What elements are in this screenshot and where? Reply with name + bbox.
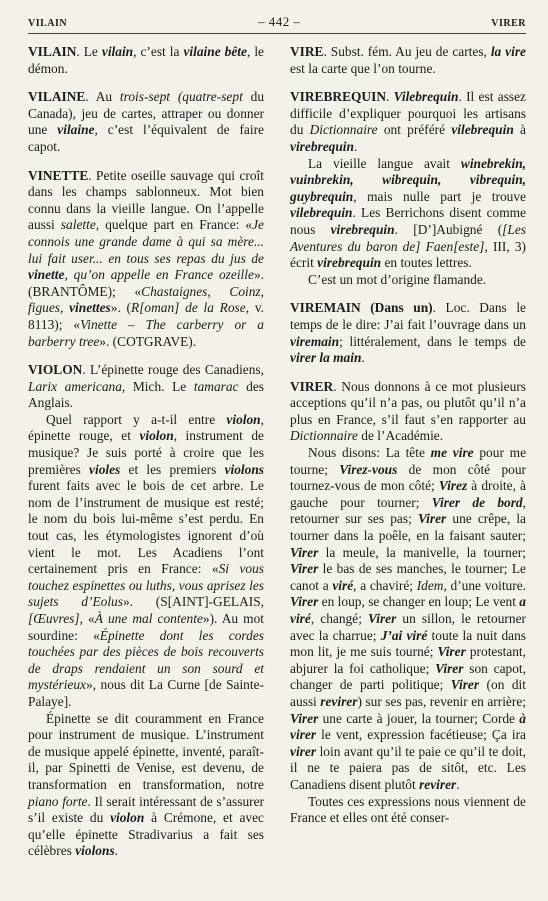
entry-text: ». (S[AINT]-GELAIS, <box>122 594 264 610</box>
emphasis: Virer <box>417 511 447 527</box>
italic-text: salette <box>60 217 96 233</box>
entry-text: toute la nuit dans mon lit, je me suis tourné; <box>290 627 526 660</box>
entry-text: une carte à jouer, la tourner; Corde <box>318 710 520 726</box>
entry-paragraph <box>290 156 526 272</box>
emphasis: vilaine <box>57 122 95 138</box>
entry-virer <box>290 379 526 827</box>
left-column <box>28 44 264 872</box>
entry-text: pour me tourne; <box>290 445 527 477</box>
header-right-guideword: VIRER <box>491 18 526 29</box>
headword: VILAIN <box>28 44 77 59</box>
entry-text: (on dit aussi <box>290 677 526 709</box>
entry-text: , mais nulle part je trouve <box>353 188 526 204</box>
emphasis: violon <box>139 428 174 444</box>
emphasis: winebrekin, vuinbrekin, wibrequin, vibrequin, guybrequin <box>290 155 526 204</box>
headword: VINETTE <box>28 167 89 183</box>
entry-paragraph <box>290 300 526 366</box>
entry-paragraph: C’est un mot d’origine flamande. <box>308 271 487 287</box>
emphasis: vilaine bête <box>183 44 247 59</box>
emphasis: virebrequin <box>317 255 382 271</box>
entry-text: , v. 8113); « <box>28 300 264 332</box>
entry-text: et les premiers <box>120 461 225 477</box>
header-left-guideword: VILAIN <box>28 18 68 29</box>
italic-text: Dictionnaire <box>290 428 358 444</box>
italic-text: Dictionnaire <box>309 122 378 138</box>
entry-paragraph <box>28 89 264 155</box>
italic-text: [Les Aventures du baron de] Faen[este] <box>290 221 526 254</box>
italic-text: R[oman] de la Rose <box>131 300 246 316</box>
entry-text: , quelque part en France: « <box>95 217 253 233</box>
headword: VIOLON <box>28 362 83 378</box>
entry-text: »). Au mot sourdine: « <box>28 611 265 643</box>
quotation: Chastaignes, Coinz, figues, <box>28 283 264 316</box>
right-column <box>290 44 526 872</box>
entry-text: Épinette se dit couramment en France pour instrument de musique. L’instrument de musique appelé épinette, inventé, paraît-il, par Spinetti de Venise, est devenu, de transformation en transformation, notre <box>28 710 264 792</box>
entry-text: . Il est assez difficile d’expliquer pourquoi les artisans du <box>290 89 526 138</box>
entry-paragraph <box>28 44 264 77</box>
emphasis: Virer <box>437 644 466 660</box>
entry-text: . Loc. Dans le temps de le dire: J’ai fait l’ouvrage dans un <box>290 300 526 332</box>
entry-text: , retourner sur ses pas; <box>290 494 526 527</box>
italic-text: [Œuvres] <box>28 611 80 626</box>
entry-text: , « <box>79 611 95 626</box>
entry-text: ont préféré <box>377 122 452 138</box>
emphasis: Virer de bord <box>431 494 523 510</box>
entry-text: de mon côté pour tournez-vous de mon côté; <box>290 461 526 494</box>
entry-text: le vent, expression facétieuse; Ça ira <box>316 727 526 743</box>
entry-paragraph <box>290 44 526 77</box>
entry-text: de l’Académie. <box>357 428 444 444</box>
entry-text: , d’une voiture. <box>443 577 526 593</box>
emphasis: Virer <box>290 710 319 726</box>
page-number: – 442 – <box>257 14 301 29</box>
emphasis: vilain <box>101 44 134 59</box>
quotation: , qu’on appelle en France ozeille <box>64 267 254 283</box>
entry-text: en toutes lettres. <box>381 255 472 271</box>
entry-text: est la carte que l’on tourne. <box>290 60 436 76</box>
entry-text: la meule, la manivelle, la tourner; <box>318 544 526 560</box>
entry-text: Quel rapport y a-t-il entre <box>46 411 227 427</box>
quotation: Vinette – The carberry or a barberry tree <box>28 316 264 349</box>
entry-text: à <box>513 122 526 138</box>
emphasis: vinette <box>28 267 65 283</box>
entry-text: furent faits avec le bois de cet arbre. Le nom de l’instrument de musique est resté; le nom du bois lui-même s’est perdu. En tout cas, les étymologistes ignorent d’où vient le mot. Les Acadiens l’ont certainement pris en France: « <box>28 478 264 577</box>
entry-text: . <box>353 138 358 154</box>
entry-text: ». (COTGRAVE). <box>99 333 197 349</box>
entry-vilaine <box>28 89 264 155</box>
italic-text: Idem <box>416 577 444 593</box>
entry-text: . Le <box>76 44 102 59</box>
entry-paragraph <box>28 412 264 711</box>
emphasis: Vilebrequin <box>393 89 459 105</box>
emphasis: vinettes <box>69 300 111 316</box>
emphasis: revirer <box>320 693 358 709</box>
entry-paragraph: Toutes ces expressions nous viennent de France et elles ont été conser- <box>290 793 526 826</box>
emphasis: Virer <box>290 594 319 610</box>
emphasis: viré <box>332 577 354 593</box>
entry-vinette <box>28 168 264 351</box>
emphasis: violon <box>226 411 261 427</box>
entry-text: ». (BRANTÔME); « <box>28 267 264 299</box>
entry-text: ». ( <box>110 300 132 316</box>
headword: VILAINE <box>28 89 86 105</box>
entry-text: . [D’]Aubigné ( <box>394 221 503 237</box>
entry-paragraph <box>290 89 526 155</box>
emphasis: revirer <box>419 776 457 792</box>
italic-text: piano forte <box>28 793 88 809</box>
emphasis: violes <box>89 461 121 477</box>
entry-text: . Les Berrichons disent comme nous <box>290 205 526 237</box>
emphasis: Virer <box>435 660 464 676</box>
emphasis: virer <box>290 743 317 759</box>
emphasis: vilebrequin <box>290 205 353 221</box>
entry-text: . Au <box>85 89 120 105</box>
entry-virebrequin <box>290 89 526 288</box>
entry-text: , le démon. <box>28 44 264 76</box>
entry-text: loin avant qu’il te paie ce qu’il te doit, il ne te paiera pas de sitôt, etc. Les Canadiens disent plutôt <box>290 743 526 792</box>
entry-text: , instrument de musique? Je suis porté à croire que les premières <box>28 428 264 477</box>
emphasis: virer la main <box>290 350 362 366</box>
entry-text: . Subst. fém. Au jeu de cartes, <box>323 44 491 59</box>
entry-paragraph <box>290 379 526 445</box>
emphasis: violons <box>224 461 265 477</box>
headword: VIRE <box>290 44 324 59</box>
entry-paragraph <box>28 711 264 860</box>
emphasis: Virer <box>290 544 319 560</box>
entry-text: . Il serait intéressant de s’assurer s’il existe du <box>28 793 265 826</box>
emphasis: Virer <box>450 677 480 693</box>
emphasis: à virer <box>290 710 526 743</box>
entry-text: une crêpe, la tourner dans la poêle, en la faisant sauter; <box>290 511 526 544</box>
entry-violon <box>28 362 264 860</box>
entry-text: . <box>456 776 460 792</box>
emphasis: violon <box>110 810 145 826</box>
running-header <box>28 14 526 34</box>
entry-paragraph <box>290 445 526 793</box>
entry-text: un sillon, le retourner avec la charrue; <box>290 611 526 643</box>
emphasis: me vire <box>430 445 474 461</box>
entry-paragraph <box>28 362 264 412</box>
entry-text: , changé; <box>310 611 369 626</box>
entry-text: Nous disons: La tête <box>308 445 431 461</box>
entry-text: des Anglais. <box>28 378 264 411</box>
entry-text: le bas de ses manches, le tourner; Le canot a <box>290 561 526 593</box>
emphasis: Virez-vous <box>339 461 398 477</box>
headword: VIRER <box>290 378 334 394</box>
entry-text: La vieille langue avait <box>308 155 461 171</box>
entry-text: . Petite oseille sauvage qui croît dans les champs sablonneux. Mot bien connu dans la vieille langue. On l’appelle aussi <box>28 167 264 233</box>
entry-text: . <box>385 89 394 105</box>
entry-text: en loup, se changer en loup; Le vent <box>318 594 520 610</box>
emphasis: vilebrequin <box>451 122 514 138</box>
entry-text: son capot, changer de parti politique; <box>290 660 526 693</box>
entry-text: , a chaviré; <box>353 577 417 593</box>
two-column-body <box>28 44 526 872</box>
entry-vilain <box>28 44 264 77</box>
entry-text: , c’est l’équivalent de faire capot. <box>28 122 264 154</box>
entry-text: à Crémone, et avec qu’elle épinette Stradivarius a fait ses célèbres <box>28 810 264 859</box>
headword: VIREMAIN (Dans un) <box>290 300 433 316</box>
italic-text: Larix americana <box>28 378 122 394</box>
headword: VIREBREQUIN <box>290 89 386 105</box>
entry-text: , épinette rouge, et <box>28 411 264 444</box>
emphasis: violons <box>75 843 115 859</box>
emphasis: Virez <box>438 478 468 494</box>
entry-text: , Mich. Le <box>121 378 194 394</box>
entry-text: , III, 3) écrit <box>290 238 526 271</box>
emphasis: virebrequin <box>330 221 395 237</box>
entry-text: . <box>114 843 119 859</box>
quotation: Épinette dont les cordes touchées par des pièces de bois recouverts de draps rendaient un son sourd et mystérieux <box>28 627 264 693</box>
emphasis: J’ai viré <box>380 627 428 643</box>
entry-text: à droite, à gauche pour tourner; <box>290 478 526 510</box>
emphasis: la vire <box>490 44 526 59</box>
entry-text: . Nous donnons à ce mot plusieurs acceptions qu’il n’a pas, ou plutôt qu’il n’a plus en France, s’il faut s’en rapporter au <box>290 378 526 427</box>
italic-text: À une mal contente <box>94 611 203 626</box>
emphasis: Virer <box>368 611 397 626</box>
emphasis: virebrequin <box>290 138 354 154</box>
emphasis: a viré <box>290 594 526 626</box>
quotation: Je connois une grande dame à qui sa mère... lui fait user... en tous ses repas du jus de <box>28 217 264 266</box>
entry-text: ; littéralement, dans le temps de <box>339 333 526 349</box>
entry-text: », nous dit La Curne [de Sainte-Palaye]. <box>28 677 264 709</box>
entry-text: . <box>361 350 365 366</box>
emphasis: Virer <box>290 561 319 577</box>
quotation: Si vous touchez espinettes ou luths, vous aprisez les sujets d’Eolus <box>28 561 265 610</box>
entry-text: protestant, abjurer la foi catholique; <box>290 644 526 676</box>
entry-paragraph <box>28 168 264 351</box>
entry-text: ) sur ses pas, revenir en arrière; <box>357 693 526 709</box>
entry-text: . L’épinette rouge des Canadiens, <box>82 362 264 378</box>
entry-viremain <box>290 300 526 366</box>
italic-text: tamarac <box>193 378 239 394</box>
entry-text: , c’est la <box>133 44 184 59</box>
emphasis: viremain <box>290 333 340 349</box>
entry-vire <box>290 44 526 77</box>
italic-text: trois-sept (quatre-sept <box>119 89 243 105</box>
entry-text: du Canada), jeu de cartes, attraper ou donner une <box>28 89 265 138</box>
